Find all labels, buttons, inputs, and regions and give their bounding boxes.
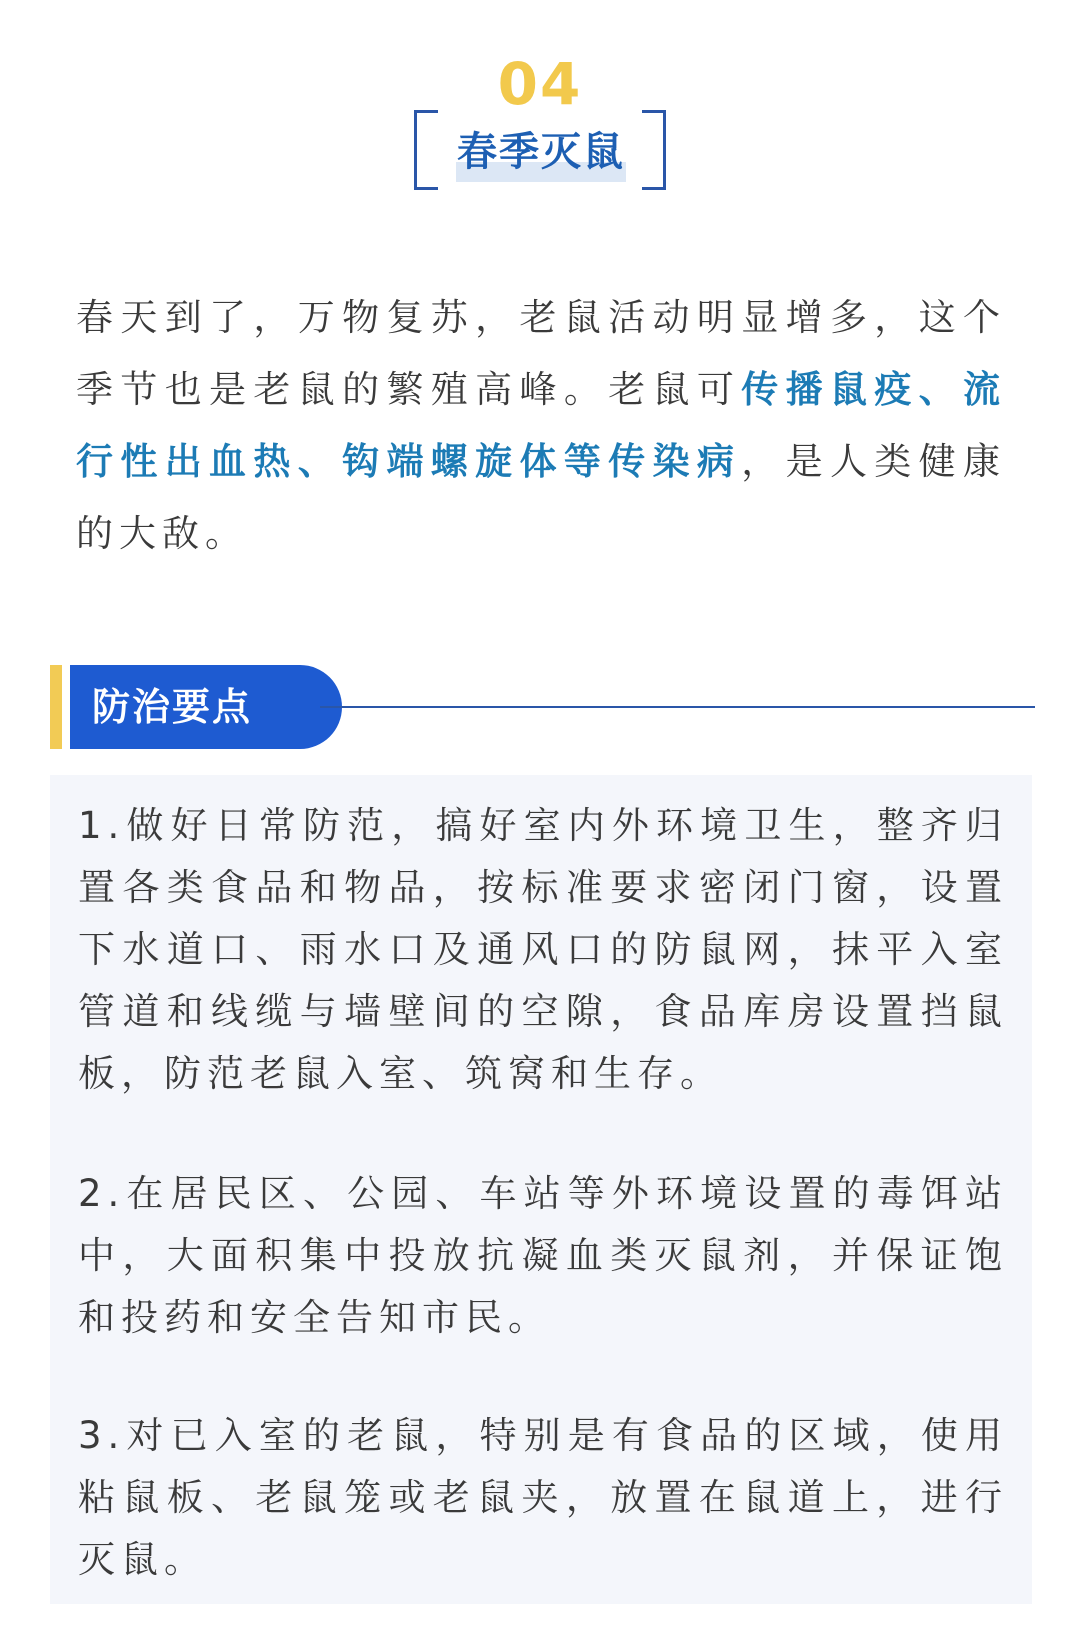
key-point-item-1: 1.做好日常防范，搞好室内外环境卫生，整齐归置各类食品和物品，按标准要求密闭门窗，设置下水道口、雨水口及通风口的防鼠网，抹平入室管道和线缆与墙壁间的空隙，食品库房设置挡鼠板，防范老鼠入室、筑窝和生存。 [78, 804, 1008, 1095]
intro-paragraph [76, 282, 1006, 570]
key-point-item-3: 3.对已入室的老鼠，特别是有食品的区域，使用粘鼠板、老鼠笼或老鼠夹，放置在鼠道上，进行灭鼠。 [78, 1414, 1008, 1581]
section-title: 春季灭鼠 [457, 129, 625, 175]
intro-text-end: ，是人类健康的大敌。 [76, 440, 1006, 555]
key-point-item-2: 2.在居民区、公园、车站等外环境设置的毒饵站中，大面积集中投放抗凝血类灭鼠剂，并保证饱和投药和安全告知市民。 [78, 1172, 1008, 1339]
section-title-container [456, 124, 626, 184]
key-points-heading [50, 665, 1035, 749]
intro-highlight: 传播鼠疫、流行性出血热、钩端螺旋体等传染病 [76, 368, 1006, 483]
key-points-label: 防治要点 [70, 665, 342, 749]
right-bracket-decoration [642, 110, 666, 190]
left-bracket-decoration [414, 110, 438, 190]
key-points-box [50, 775, 1032, 1604]
section-number: 04 [497, 50, 583, 118]
accent-bar [50, 665, 62, 749]
intro-text-start: 春天到了，万物复苏，老鼠活动明显增多，这个季节也是老鼠的繁殖高峰。老鼠可 [76, 296, 1006, 411]
heading-divider-line [320, 706, 1035, 708]
